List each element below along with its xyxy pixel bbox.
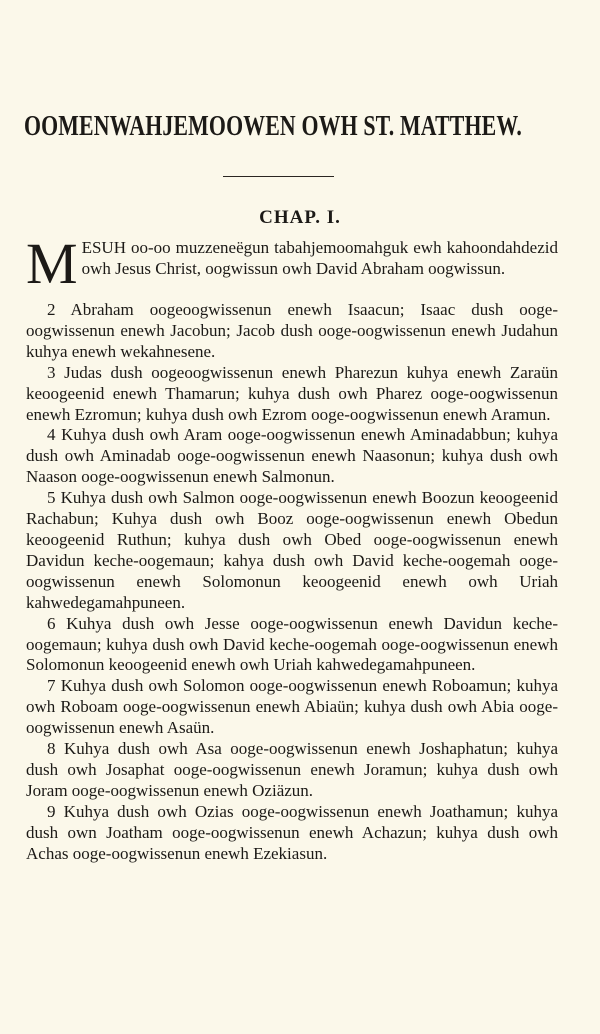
verse-8: 8 Kuhya dush owh Asa ooge-oogwissenun enewh Joshaphatun; kuhya dush owh Josaphat ooge-oogwissenun enewh Joramun; kuhya dush owh Joram ooge-oogwissenun enewh Oziäzun. xyxy=(26,739,558,800)
verse-1-text: ESUH oo-oo muzzeneëgun tabahjemoomahguk ewh kahoondahdezid owh Jesus Christ, oogwissun owh David Abraham oogwissun. xyxy=(81,238,558,278)
scripture-text xyxy=(26,231,558,864)
verse-1 xyxy=(26,231,558,300)
chapter-heading: CHAP. I. xyxy=(259,207,341,228)
verse-4: 4 Kuhya dush owh Aram ooge-oogwissenun enewh Aminadabbun; kuhya dush owh Aminadab ooge-oogwissenun enewh Naasonun; kuhya dush owh Naason ooge-oogwissenun enewh Salmonun. xyxy=(26,425,558,487)
drop-cap-initial: M xyxy=(26,231,78,296)
verse-3: 3 Judas dush oogeoogwissenun enewh Pharezun kuhya enewh Zaraün keoogeenid enewh Thamarun; kuhya dush owh Pharez ooge-oogwissenun enewh Ezromun; kuhya dush owh Ezrom ooge-oogwissenun enewh Aramun. xyxy=(26,362,558,424)
verse-2: 2 Abraham oogeoogwissenun enewh Isaacun; Isaac dush ooge-oogwissenun enewh Jacobun; Jacob dush ooge-oogwissenun enewh Judahun kuhya enewh wekahnesene. xyxy=(26,300,558,361)
verse-7: 7 Kuhya dush owh Solomon ooge-oogwissenun enewh Roboamun; kuhya owh Roboam ooge-oogwissenun enewh Abiaün; kuhya dush owh Abia ooge-oogwissenun enewh Asaün. xyxy=(26,676,558,738)
gospel-title: OOMENWAHJEMOOWEN OWH ST. MATTHEW. xyxy=(24,111,523,142)
verse-6: 6 Kuhya dush owh Jesse ooge-oogwissenun enewh Davidun keche-oogemaun; kuhya dush owh David keche-oogemah ooge-oogwissenun enewh Solomonun keoogeenid enewh owh Uriah kahwedegamahpuneen. xyxy=(26,613,558,675)
verse-5: 5 Kuhya dush owh Salmon ooge-oogwissenun enewh Boozun keoogeenid Rachabun; Kuhya dush owh Booz ooge-oogwissenun enewh Obedun keoogeenid Ruthun; kuhya dush owh Obed ooge-oogwissenun enewh Davidun keche-oogemaun; kahya dush owh David keche-oogemah ooge-oogwissenun enewh Solomonun keoogeenid enewh owh Uriah kahwedegamahpuneen. xyxy=(26,488,558,612)
title-rule xyxy=(223,176,334,177)
verse-9: 9 Kuhya dush owh Ozias ooge-oogwissenun enewh Joathamun; kuhya dush own Joatham ooge-oogwissenun enewh Achazun; kuhya dush owh Achas ooge-oogwissenun enewh Ezekiasun. xyxy=(26,801,558,863)
